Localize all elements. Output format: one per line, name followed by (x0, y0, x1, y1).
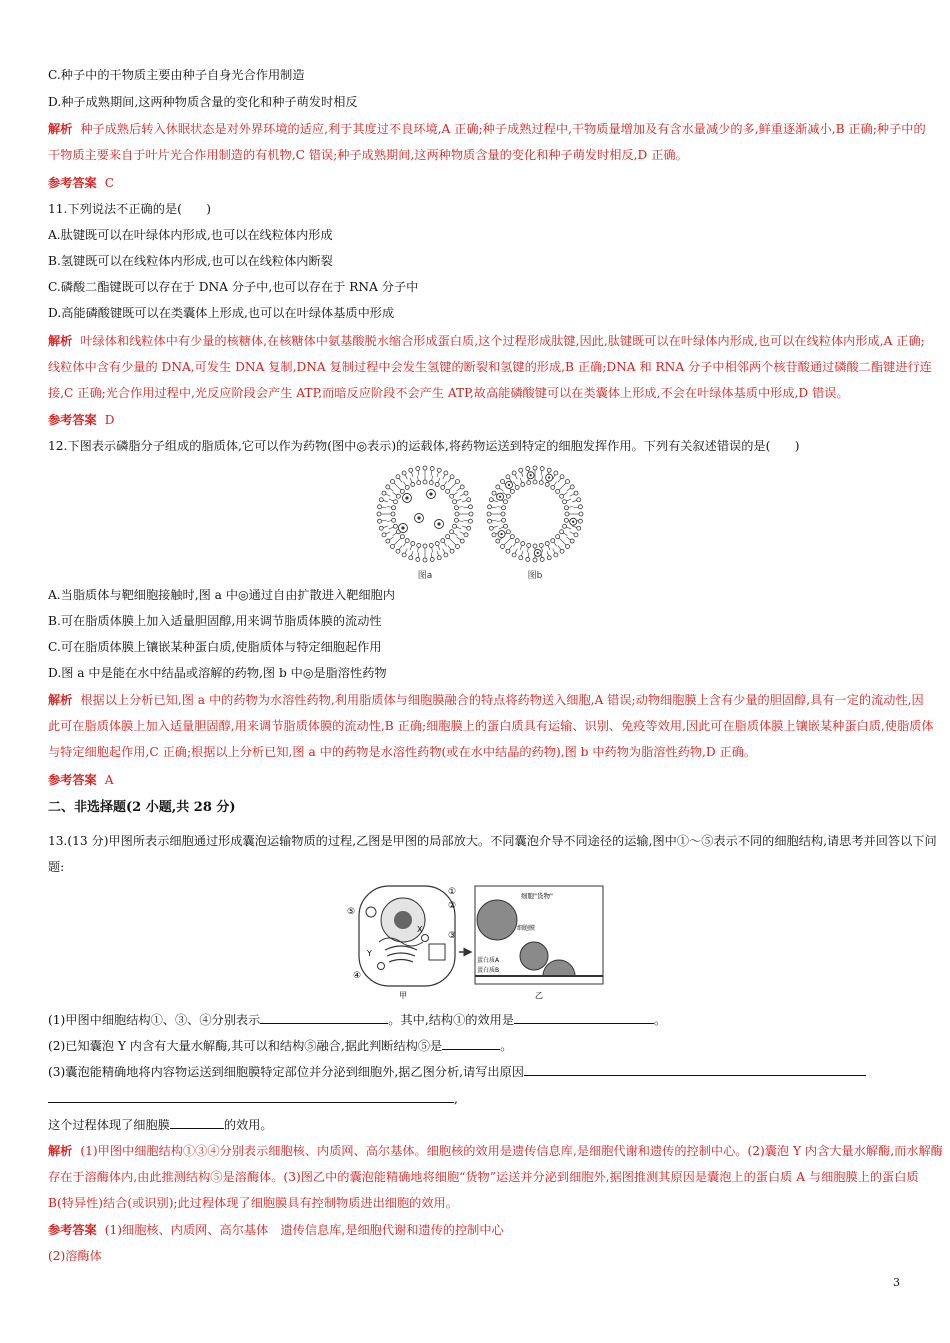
q11-analysis-line: 线粒体中含有少量的 DNA,可发生 DNA 复制,DNA 复制过程中会发生氢键的断裂和氢键的形成,B 正确;DNA 和 RNA 分子中相邻两个核苷酸通过磷酸二酯键进行连 (48, 360, 932, 374)
q10-analysis-line: 解析 种子成熟后转入休眠状态是对外界环境的适应,利于其度过不良环境,A 正确;种子成熟过程中,干物质量增加及有含水量减少的多,鲜重逐渐减小,B 正确;种子中的 (48, 122, 926, 136)
answer-tag: 参考答案 (48, 413, 97, 427)
golgi-shape (385, 946, 417, 962)
q13-part3-cont: , (48, 1090, 910, 1107)
answer-blank[interactable] (524, 1063, 866, 1076)
q13-analysis-line: 存在于溶酶体内,由此推测结构⑤是溶酶体。(3)图乙中的囊泡能精确地将细胞“货物”运送并分泌到细胞外,据图推测其原因是囊泡上的蛋白质 A 与细胞膜上的蛋白质 (48, 1170, 919, 1184)
analysis-tag: 解析 (48, 334, 73, 348)
q11-analysis-line: 接,C 正确;光合作用过程中,光反应阶段会产生 ATP,而暗反应阶段不会产生 ATP,故高能磷酸键可以在类囊体上形成,不会在叶绿体基质中形成,D 错误。 (48, 386, 849, 400)
q11-analysis-line: 解析 叶绿体和线粒体中有少量的核糖体,在核糖体中氨基酸脱水缩合形成蛋白质,这个过程形成肽键,因此,肽键既可以在叶绿体内形成,也可以在线粒体内形成,A 正确; (48, 334, 925, 348)
q13-part1: (1)甲图中细胞结构①、③、④分别表示 。其中,结构①的效用是 。 (48, 1013, 667, 1027)
label-5: ⑤ (347, 907, 356, 917)
vesicle-fusing-shape (543, 960, 575, 976)
membrane-label: 细胞膜 (517, 925, 536, 932)
vesicle-x-shape (422, 935, 429, 942)
fig-b-label: 图b (527, 571, 543, 581)
q13-stem: 题: (48, 860, 65, 874)
q11-option-a: A.肽键既可以在叶绿体内形成,也可以在线粒体内形成 (48, 228, 333, 242)
answer-tag: 参考答案 (48, 1223, 97, 1237)
answer-tag: 参考答案 (48, 773, 97, 787)
fig-a-label: 图a (417, 571, 433, 581)
q13-stem: 13.(13 分)甲图所表示细胞通过形成囊泡运输物质的过程,乙图是甲图的局部放大。不同囊泡介导不同途径的运输,图中①～⑤表示不同的细胞结构,请思考并回答以下问 (48, 834, 937, 848)
q11-option-b: B.氢键既可以在线粒体内形成,也可以在线粒体内断裂 (48, 254, 333, 268)
liposome-b (487, 466, 583, 562)
answer-tag: 参考答案 (48, 176, 97, 190)
label-y: Y (367, 949, 372, 958)
page-number: 3 (893, 1276, 900, 1289)
q12-option-b: B.可在脂质体膜上加入适量胆固醇,用来调节脂质体膜的流动性 (48, 614, 382, 628)
q13-answer-2: (2)溶酶体 (48, 1249, 102, 1263)
label-3: ③ (448, 931, 457, 941)
q11-option-d: D.高能磷酸键既可以在类囊体上形成,也可以在叶绿体基质中形成 (48, 306, 395, 320)
q12-analysis-line: 与特定细胞起作用,C 正确;根据以上分析已知,图 a 中的药物是水溶性药物(或在水中结晶的药物),图 b 中药物为脂溶性药物,D 正确。 (48, 745, 757, 759)
q13-part3-b: 这个过程体现了细胞膜 的效用。 (48, 1118, 273, 1132)
label-yi: 乙 (535, 991, 543, 1000)
q10-option-c: C.种子中的干物质主要由种子自身光合作用制造 (48, 68, 305, 82)
q11-option-c: C.磷酸二酯键既可以存在于 DNA 分子中,也可以存在于 RNA 分子中 (48, 280, 419, 294)
label-jia: 甲 (399, 991, 407, 1000)
q12-analysis-line: 此可在脂质体膜上加入适量胆固醇,用来调节脂质体膜的流动性,B 正确;细胞膜上的蛋白质具有运输、识别、免疫等效用,因此可在脂质体膜上镶嵌某种蛋白质,使脂质体 (48, 719, 934, 733)
protein-b-label: 蛋白质B (477, 967, 500, 974)
analysis-tag: 解析 (48, 1144, 73, 1158)
q10-analysis-line: 干物质主要来自于叶片光合作用制造的有机物,C 错误;种子成熟期间,这两种物质含量的变化和种子萌发时相反,D 正确。 (48, 148, 688, 162)
answer-blank[interactable] (48, 1090, 454, 1103)
analysis-tag: 解析 (48, 122, 73, 136)
label-2: ② (448, 901, 457, 911)
q12-analysis-line: 解析 根据以上分析已知,图 a 中的药物为水溶性药物,利用脂质体与细胞膜融合的特点将药物送入细胞,A 错误;动物细胞膜上含有少量的胆固醇,具有一定的流动性,因 (48, 693, 924, 707)
cargo-label: 细胞"货物" (521, 892, 553, 900)
q12-option-a: A.当脂质体与靶细胞接触时,图 a 中◎通过自由扩散进入靶细胞内 (48, 588, 395, 602)
q13-part2: (2)已知囊泡 Y 内含有大量水解酶,其可以和结构⑤融合,据此判断结构⑤是 。 (48, 1039, 513, 1053)
section-heading: 二、非选择题(2 小题,共 28 分) (48, 800, 236, 815)
q12-answer: 参考答案 A (48, 773, 114, 787)
q12-option-d: D.图 a 中是能在水中结晶或溶解的药物,图 b 中◎是脂溶性药物 (48, 666, 387, 680)
q13-analysis-line: 解析 (1)甲图中细胞结构①③④分别表示细胞核、内质网、高尔基体。细胞核的效用是遗传信息库,是细胞代谢和遗传的控制中心。(2)囊泡 Y 内含大量水解酶,而水解酶 (48, 1144, 943, 1158)
vesicle-figure (345, 880, 610, 1000)
protein-a-label: 蛋白质A (477, 957, 500, 964)
q12-option-c: C.可在脂质体膜上镶嵌某种蛋白质,使脂质体与特定细胞起作用 (48, 640, 382, 654)
answer-blank[interactable] (514, 1011, 654, 1024)
answer-blank[interactable] (260, 1011, 388, 1024)
analysis-tag: 解析 (48, 693, 73, 707)
answer-blank[interactable] (442, 1037, 500, 1050)
vesicle-y-shape (378, 963, 385, 970)
liposome-figure (370, 462, 590, 582)
label-1: ① (448, 887, 457, 897)
q13-answer: 参考答案 (1)细胞核、内质网、高尔基体 遗传信息库,是细胞代谢和遗传的控制中心 (48, 1223, 504, 1237)
q13-analysis-line: B(特异性)结合(或识别);此过程体现了细胞膜具有控制物质进出细胞的效用。 (48, 1196, 458, 1210)
q11-answer: 参考答案 D (48, 413, 115, 427)
q12-stem: 12.下图表示磷脂分子组成的脂质体,它可以作为药物(图中◎表示)的运载体,将药物运送到特定的细胞发挥作用。下列有关叙述错误的是( ) (48, 439, 800, 453)
label-4: ④ (353, 971, 362, 981)
q10-answer: 参考答案 C (48, 176, 115, 190)
lysosome-shape (366, 907, 376, 917)
liposome-a (377, 466, 473, 562)
nucleolus-shape (394, 911, 412, 929)
q10-option-d: D.种子成熟期间,这两种物质含量的变化和种子萌发时相反 (48, 95, 358, 109)
q11-stem: 11.下列说法不正确的是( ) (48, 202, 211, 216)
vesicle-mid-shape (520, 942, 548, 970)
answer-blank[interactable] (170, 1116, 224, 1129)
label-x: X (417, 925, 423, 934)
zoom-box (429, 944, 445, 960)
vesicle-large-shape (477, 900, 517, 940)
q13-part3: (3)囊泡能精确地将内容物运送到细胞膜特定部位并分泌到细胞外,据乙图分析,请写出原因 (48, 1063, 910, 1080)
